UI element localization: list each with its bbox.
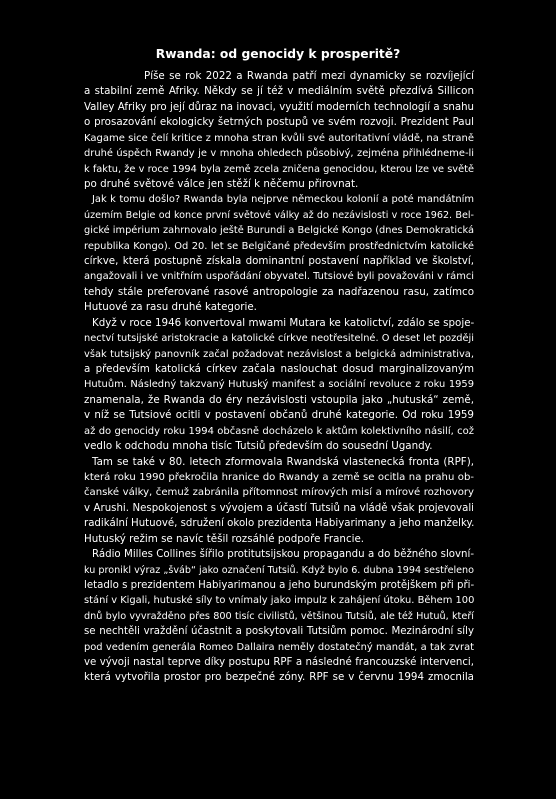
text-line: v Arushi. Nespokojenost s vývojem a účastí Tutsiů na vládě však projevovali <box>84 502 474 514</box>
text-line: druhé úspěch Rwandy je v mnoha ohledech působivý, zejména přihlédneme-li <box>84 148 474 160</box>
text-line: územím Belgie od konce první světové války až do nezávislosti v roce 1962. Bel- <box>84 209 474 221</box>
text-line: znamenala, že Rwanda do éry nezávislosti vstoupila jako „hutuská“ země, <box>84 393 474 406</box>
text-line: dnů bylo vyvražděno přes 800 tisíc civilistů, většinou Tutsiů, ale též Hutuů, kteří <box>84 610 474 622</box>
text-line: ku pronikl výraz „šváb“ jako označení Tutsiů. Když bylo 6. dubna 1994 sestřeleno <box>84 564 474 576</box>
text-line: Rádio Milles Collines šířilo protitutsijskou propagandu a do běžného slovní- <box>92 549 474 561</box>
paragraph <box>84 455 474 548</box>
text-line: však tutsijský panovník začal požadovat nezávislost a belgická administrativa, <box>84 348 474 360</box>
text-line: Když v roce 1946 konvertoval mwami Mutara ke katolictví, zdálo se spoje- <box>92 316 475 329</box>
text-line: pod vedením generála Romeo Dallaira neměly dostatečný mandát, a tak zvrat <box>84 641 474 653</box>
text-line: Hutuům. Následný takzvaný Hutuský manifest a sociální revoluce z roku 1959 <box>84 379 474 391</box>
text-line: tehdy stále preferované rasové antropologie za nadřazenou rasu, zatímco <box>84 285 474 298</box>
text-line: Valley Afriky pro její důraz na inovaci, využití moderních technologií a snahu <box>84 101 474 113</box>
paragraph <box>84 547 474 686</box>
text-line: o prosazování ekologicky šetrných postupů ve svém rozvoji. Prezident Paul <box>84 116 474 129</box>
text-line: v níž se Tutsiové ocitli v postavení občanů druhé kategorie. Od roku 1959 <box>84 409 474 422</box>
paragraph <box>84 192 474 315</box>
text-line: Píše se rok 2022 a Rwanda patří mezi dynamicky se rozvíjející <box>144 70 474 82</box>
text-line: Tam se také v 80. letech zformovala Rwandská vlastenecká fronta (RPF), <box>92 455 474 468</box>
text-line: čanské války, čemuž zabránila přítomnost mírových misí a mírové rozhovory <box>84 487 474 499</box>
text-line: letadlo s prezidentem Habiyarimanou a jeho burundským protějškem při při- <box>84 579 475 591</box>
text-line: Kagame sice čelí kritice z mnoha stran kvůli své autoritativní vládě, na straně <box>84 132 474 144</box>
text-line: která vytvořila prostor pro bezpečné zóny. RPF se v červnu 1994 zmocnila <box>84 671 474 684</box>
text-line: která roku 1990 překročila hranice do Rwandy a země se ocitla na prahu ob- <box>84 471 474 483</box>
text-line: se nechtěli vraždění účastnit a poskytovali Tutsiům pomoc. Mezinárodní síly <box>84 626 474 638</box>
text-line: a především katolická církev začala naslouchat dosud marginalizovaným <box>84 363 474 376</box>
text-line: vedlo k odchodu mnoha tisíc Tutsiů především do sousední Ugandy. <box>84 440 433 453</box>
text-line: republika Kongo). Od 20. let se Belgičané především prostřednictvím katolické <box>84 240 474 252</box>
text-line: Hutuové za rasu druhé kategorie. <box>84 301 257 314</box>
paragraph <box>84 316 474 455</box>
text-line: ve vývoji nastal teprve díky postupu RPF a následné francouzské intervenci, <box>84 657 474 669</box>
text-line: po druhé světové válce jen stěží k něčemu přirovnat. <box>84 177 359 190</box>
text-line: angažovali i ve vnitřním uspořádání obyvatel. Tutsiové byli považováni v rámci <box>84 271 474 283</box>
text-line: gické impérium zahrnovalo ještě Burundi a Belgické Kongo (dnes Demokratická <box>84 225 474 237</box>
text-line: radikální Hutuové, sdružení okolo prezidenta Habiyarimany a jeho manželky. <box>84 518 475 530</box>
text-line: až do genocidy roku 1994 občasně docházelo k aktům kolektivního násilí, což <box>84 425 474 437</box>
page-title: Rwanda: od genocidy k prosperitě? <box>155 47 401 61</box>
paragraph <box>84 69 474 192</box>
text-line: Jak k tomu došlo? Rwanda byla nejprve německou kolonií a poté mandátním <box>92 194 474 206</box>
article-body <box>84 69 474 686</box>
text-line: nectví tutsijské aristokracie a katolické církve neotřesitelné. O deset let později <box>84 333 474 345</box>
text-line: Hutuský režim se navíc těšil rozsáhlé podpoře Francie. <box>84 532 365 545</box>
text-line: církve, která postupně získala dominantní postavení například ve školství, <box>84 255 474 268</box>
text-line: a stabilní země Afriky. Někdy se jí též v mediálním světě přezdívá Sillicon <box>84 85 474 98</box>
text-line: stání v Kigali, hutuské síly to vnímaly jako impulz k zahájení útoku. Během 100 <box>84 595 475 607</box>
text-line: k faktu, že v roce 1994 byla země zcela zničena genocidou, kterou lze ve světě <box>84 163 474 175</box>
